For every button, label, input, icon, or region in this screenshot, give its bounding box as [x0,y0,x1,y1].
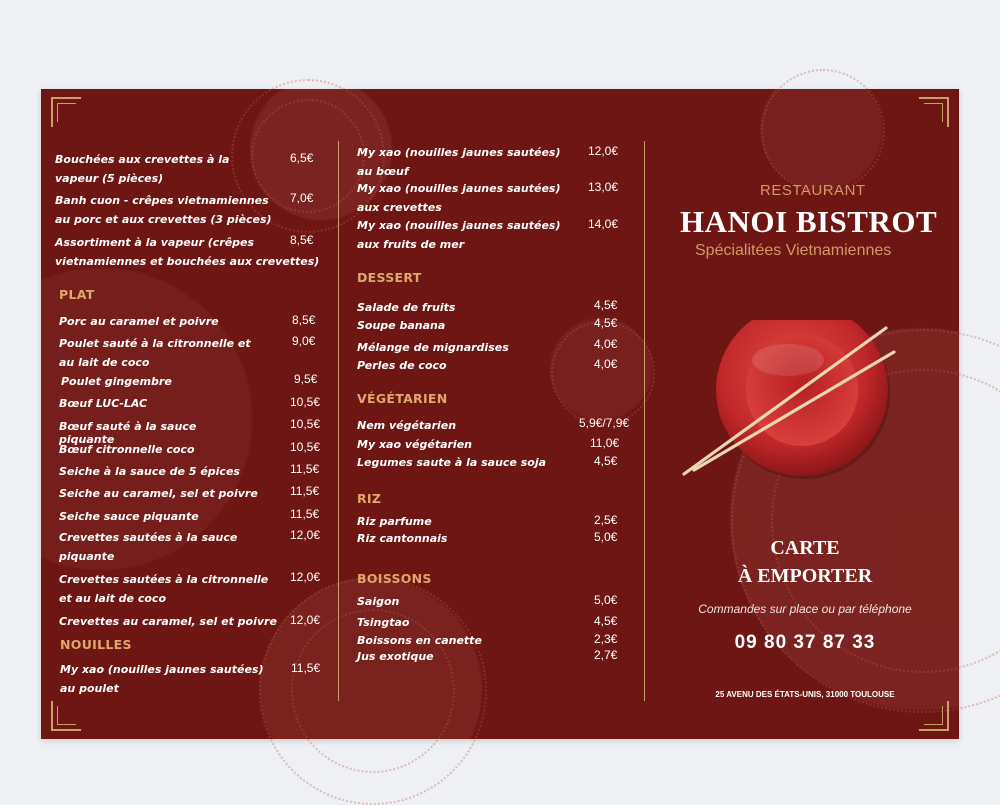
restaurant-name: HANOI BISTROT [680,204,938,239]
menu-item: Boissons en canette [357,634,482,647]
menu-item: Porc au caramel et poivre [59,315,219,328]
item-price: 11,5€ [291,661,321,675]
item-price: 5,0€ [594,593,618,607]
section-title-nouilles: NOUILLES [60,637,132,652]
menu-item: Riz cantonnais [357,532,448,545]
menu-item: Riz parfume [357,515,432,528]
item-price: 2,3€ [594,632,618,646]
item-price: 2,7€ [594,648,618,662]
corner-ornament-icon [919,97,949,127]
item-price: 4,0€ [594,337,618,351]
menu-item: Tsingtao [357,616,410,629]
corner-ornament-icon [919,701,949,731]
item-price: 9,0€ [292,334,316,348]
column-divider [644,141,645,701]
corner-ornament-icon [51,701,81,731]
menu-item: Perles de coco [357,359,447,372]
item-price: 4,5€ [594,614,618,628]
section-title-dessert: DESSERT [357,270,422,285]
menu-item: Crevettes au caramel, sel et poivre [59,615,277,628]
restaurant-subtitle: Spécialitées Vietnamiennes [695,242,892,259]
carte-line-1: CARTE [770,537,840,559]
item-price: 8,5€ [292,313,316,327]
menu-item: My xao (nouilles jaunes sautées) aux crevettes [357,182,561,214]
carte-title [700,534,910,590]
item-price: 5,9€/7,9€ [579,416,630,430]
address: 25 AVENU DES ÉTATS-UNIS, 31000 TOULOUSE [715,690,895,699]
menu-item: Bœuf citronnelle coco [59,443,195,456]
item-price: 4,5€ [594,454,618,468]
item-price: 10,5€ [290,440,321,454]
item-price: 11,5€ [290,507,320,521]
section-title-vegetarien: VÉGÉTARIEN [357,391,448,406]
menu-item: Seiche à la sauce de 5 épices [59,465,240,478]
section-title-plat: PLAT [59,287,95,302]
menu-item: Saigon [357,595,400,608]
item-price: 12,0€ [290,528,321,542]
menu-item: Bœuf LUC-LAC [59,397,148,410]
menu-item: Poulet sauté à la citronnelle et au lait de coco [59,337,251,369]
item-price: 5,0€ [594,530,618,544]
order-info: Commandes sur place ou par téléphone [698,602,912,616]
menu-item: My xao végétarien [357,438,472,451]
item-price: 13,0€ [588,180,619,194]
carte-line-2: À EMPORTER [737,565,873,587]
menu-item: Bœuf sauté à la sauce piquante [59,420,197,446]
corner-ornament-icon [51,97,81,127]
item-price: 10,5€ [290,417,321,431]
bowl-chopsticks-icon [680,320,900,480]
item-price: 12,0€ [588,144,619,158]
menu-item: My xao (nouilles jaunes sautées) au bœuf [357,146,561,178]
item-price: 2,5€ [594,513,618,527]
menu-item: Nem végétarien [357,419,457,432]
menu-item: Salade de fruits [357,301,456,314]
item-price: 4,0€ [594,357,618,371]
item-price: 6,5€ [290,151,314,165]
item-price: 12,0€ [290,570,321,584]
restaurant-label: RESTAURANT [760,182,866,199]
menu-item: My xao (nouilles jaunes sautées) aux fruits de mer [357,219,561,251]
item-price: 11,5€ [290,484,320,498]
menu-item: Mélange de mignardises [357,341,509,354]
item-price: 8,5€ [290,233,314,247]
menu-item: Bouchées aux crevettes à la vapeur (5 pièces) [55,153,230,185]
item-price: 7,0€ [290,191,314,205]
menu-item: Seiche sauce piquante [59,510,199,523]
menu-item: Crevettes sautées à la citronnelle et au lait de coco [59,573,269,605]
phone-number: 09 80 37 87 33 [734,632,876,653]
section-title-riz: RIZ [357,491,382,506]
menu-item: My xao (nouilles jaunes sautées) au poulet [60,663,264,695]
item-price: 11,0€ [590,436,620,450]
item-price: 9,5€ [294,372,318,386]
item-price: 14,0€ [588,217,619,231]
menu-item: Assortiment à la vapeur (crêpes vietnamiennes et bouchées aux crevettes) [55,236,320,268]
section-title-boissons: BOISSONS [357,571,432,586]
item-price: 12,0€ [290,613,321,627]
menu-item: Poulet gingembre [61,375,172,388]
item-price: 4,5€ [594,316,618,330]
item-price: 4,5€ [594,298,618,312]
menu-item: Banh cuon - crêpes vietnamiennes au porc et aux crevettes (3 pièces) [55,194,272,226]
menu-item: Crevettes sautées à la sauce piquante [59,531,238,563]
item-price: 11,5€ [290,462,320,476]
mandala-pattern-icon [761,69,885,193]
column-divider [338,141,339,701]
menu-item: Legumes saute à la sauce soja [357,456,547,469]
menu-item: Jus exotique [357,650,434,663]
menu-item: Seiche au caramel, sel et poivre [59,487,258,500]
menu-item: Soupe banana [357,319,446,332]
item-price: 10,5€ [290,395,321,409]
